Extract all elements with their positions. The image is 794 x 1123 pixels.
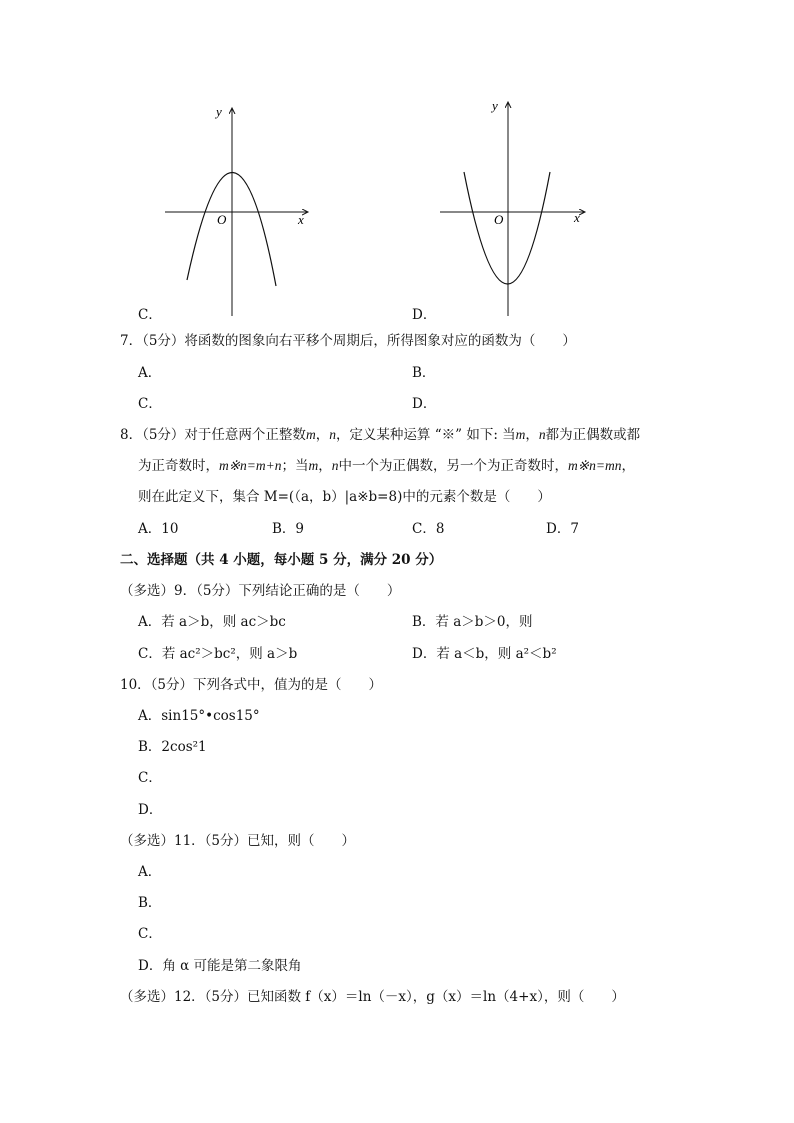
q8-stem-line2-mid2: 中一个为正偶数，另一个为正奇数时， [338, 458, 569, 474]
q8-var-m: m [305, 427, 316, 442]
q11-option-b: B． [138, 895, 162, 911]
graph-c-svg [150, 100, 320, 320]
q8-comma-2: ， [525, 427, 539, 443]
q10-option-d: D． [138, 802, 163, 818]
q9-option-c: C．若 ac²＞bc²，则 a＞b [138, 646, 298, 662]
q10-stem: 10．（5分）下列各式中，值为的是（ ） [120, 677, 383, 693]
q9-option-d: D．若 a＜b，则 a²＜b² [412, 646, 557, 662]
graph-d-svg [430, 94, 600, 320]
q11-stem: （多选）11．（5分）已知，则（ ） [120, 833, 356, 849]
q7-option-c: C． [138, 396, 162, 412]
graph-d-y-label: y [492, 98, 498, 113]
q7-option-b: B． [412, 365, 436, 381]
q8-stem-line1-post: ，定义某种运算 “※” 如下: 当 [335, 427, 516, 443]
q8-stem-line2-end: ， [621, 458, 635, 474]
q8-option-b: B．9 [272, 521, 305, 537]
q8-formula-1: m※n=m+n [219, 458, 282, 473]
section-2-heading: 二、选择题（共 4 小题，每小题 5 分，满分 20 分） [120, 552, 443, 568]
q10-option-a: A．sin15°•cos15° [138, 708, 260, 724]
q8-stem-line1-pre: 8．（5分）对于任意两个正整数 [120, 427, 306, 443]
q8-comma: ， [315, 427, 330, 443]
q8-var-m-3: m [308, 458, 319, 473]
q8-var-n-2: n [538, 427, 546, 442]
q8-stem-line2 [138, 457, 635, 475]
q8-comma-3: ， [318, 458, 332, 474]
q7-stem: 7．（5分）将函数的图象向右平移个周期后，所得图象对应的函数为（ ） [120, 333, 576, 349]
q8-option-c: C．8 [412, 521, 445, 537]
q12-stem: （多选）12．（5分）已知函数 f（x）＝ln（－x），g（x）＝ln（4+x），则（ ） [120, 989, 625, 1005]
q8-var-m-2: m [515, 427, 526, 442]
q11-option-a: A． [138, 864, 162, 880]
graph-c-y-label: y [216, 104, 222, 119]
graph-d [430, 94, 600, 320]
graph-d-x-label: x [574, 210, 580, 225]
q9-option-b: B．若 a＞b＞0，则 [412, 614, 533, 630]
q6-option-c: C． [138, 307, 162, 323]
q8-option-d: D．7 [546, 521, 579, 537]
graph-d-origin: O [494, 212, 504, 227]
graph-c [150, 100, 320, 320]
q8-stem-line3: 则在此定义下，集合 M=(（a，b）|a※b=8)中的元素个数是（ ） [138, 489, 551, 505]
q11-option-c: C． [138, 926, 162, 942]
q7-option-d: D． [412, 396, 437, 412]
graph-c-x-label: x [298, 212, 304, 227]
q8-option-a: A．10 [138, 521, 179, 537]
q8-stem-line2-mid: ；当 [281, 458, 309, 474]
q8-stem-line1-post2: 都为正偶数或都 [545, 427, 641, 443]
q8-var-n: n [329, 427, 336, 442]
q9-option-a: A．若 a＞b，则 ac＞bc [138, 614, 286, 630]
q7-option-a: A． [138, 365, 162, 381]
q11-option-d: D．角 α 可能是第二象限角 [138, 958, 302, 974]
q8-formula-2: m※n=mn [568, 458, 622, 473]
q10-option-b: B．2cos²1 [138, 739, 207, 755]
q6-option-d: D． [412, 307, 437, 323]
q8-var-n-3: n [331, 458, 339, 473]
graph-c-origin: O [217, 212, 227, 227]
q9-stem: （多选）9．（5分）下列结论正确的是（ ） [120, 583, 401, 599]
q8-stem-line2-pre: 为正奇数时， [138, 458, 219, 474]
graph-d-curve [464, 172, 550, 284]
q10-option-c: C． [138, 770, 162, 786]
q8-stem-line1 [120, 426, 640, 444]
